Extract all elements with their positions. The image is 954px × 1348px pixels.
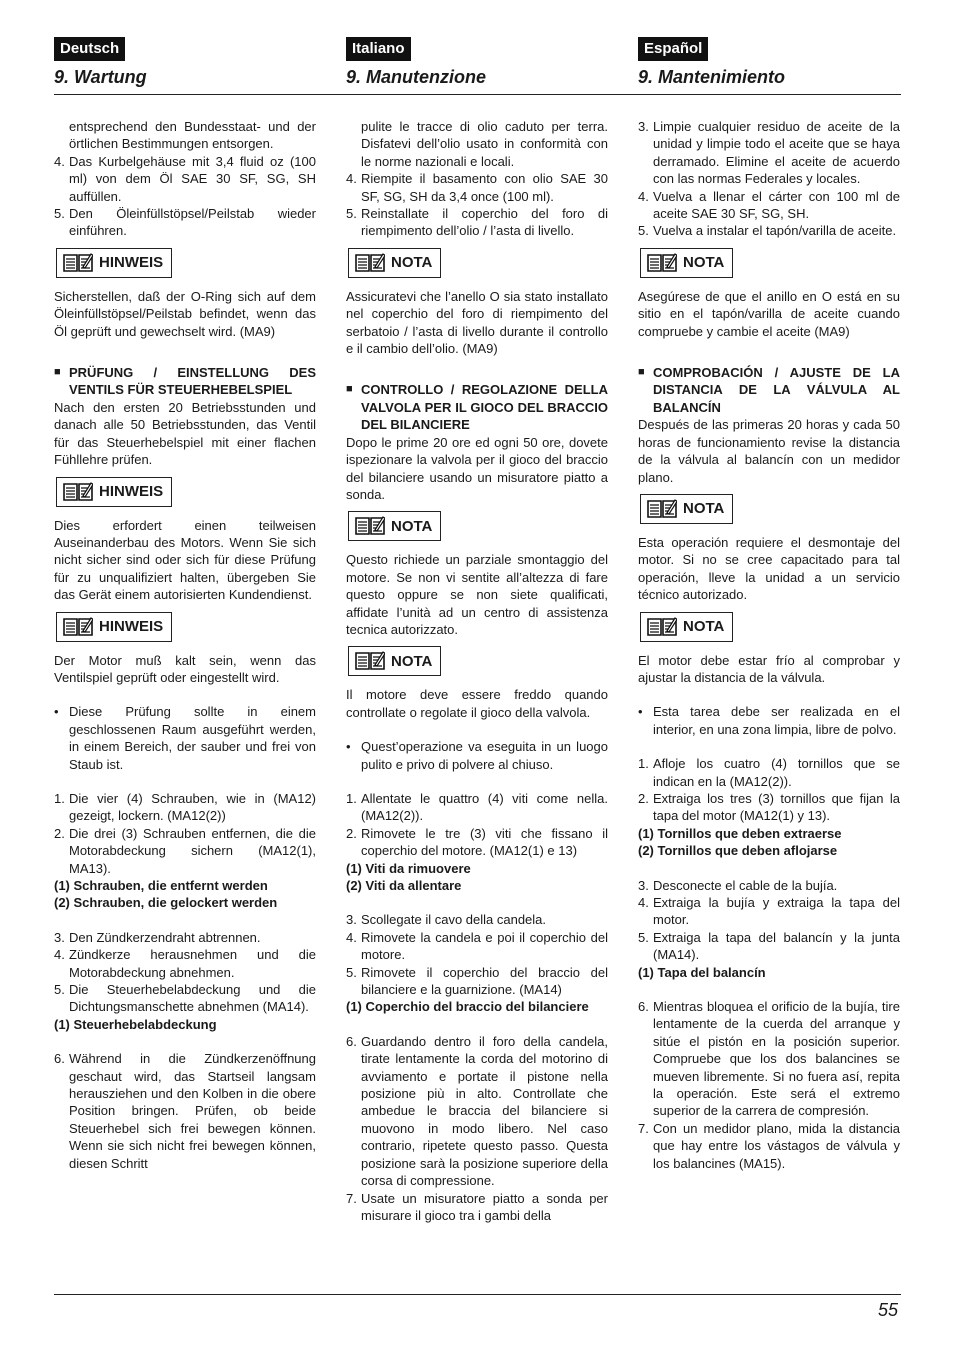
spacer xyxy=(346,1016,608,1033)
step-number: 4. xyxy=(638,895,649,910)
note-label-box xyxy=(56,248,172,278)
numbered-step xyxy=(54,825,316,877)
column-body xyxy=(638,118,900,1172)
numbered-step xyxy=(638,222,900,239)
step-number: 1. xyxy=(346,790,357,806)
step-text: Die Steuerhebelabdeckung und die Dichtungsmanschette abnehmen (MA14). xyxy=(69,982,316,1015)
figure-legend: (2) Viti da allentare xyxy=(346,878,462,893)
step-text: Riempite il basamento con olio SAE 30 SF, SG, SH da 3,4 once (100 ml). xyxy=(361,171,608,204)
numbered-step xyxy=(54,981,316,1016)
numbered-step xyxy=(346,170,608,205)
step-number: 4. xyxy=(54,153,65,169)
numbered-step xyxy=(54,153,316,205)
step-text: Rimovete le tre (3) viti che fissano il coperchio del motore. (MA12(1) e 13) xyxy=(361,825,608,859)
step-text: Esta tarea debe ser realizada en el interior, en una zona limpia, libre de polvo. xyxy=(653,704,900,737)
step-text: Con un medidor plano, mida la distancia que hay entre los vástagos de válvula y los balancines (MA15). xyxy=(653,1120,900,1171)
note-wrapper xyxy=(346,240,608,288)
numbered-step xyxy=(638,998,900,1120)
numbered-step xyxy=(638,929,900,964)
language-tab: Deutsch xyxy=(54,37,125,61)
step-text: Während in die Zündkerzenöffnung geschaut wird, das Startseil langsam herausziehen und den Kolben in die obere Position bringen. Prüfen, ob beide Steuerhebel sich frei bewegen können. Wenn sie sich nicht frei bewegen können, diesen Schritt xyxy=(69,1051,316,1171)
note-wrapper xyxy=(638,486,900,534)
subsection-heading-text: CONTROLLO / REGOLAZIONE DELLA VALVOLA PER IL GIOCO DEL BRACCIO DEL BILANCIERE xyxy=(361,382,608,433)
paragraph: Esta operación requiere el desmontaje del motor. Si no se cree capacitado para tal operación, lleve la unidad a un servicio técnico autorizado. xyxy=(638,534,900,603)
spacer xyxy=(54,686,316,703)
note-label: HINWEIS xyxy=(99,482,164,500)
note-wrapper xyxy=(346,503,608,551)
step-number: 5. xyxy=(54,982,65,998)
numbered-step xyxy=(54,929,316,946)
step-number: 1. xyxy=(638,756,649,772)
note-label: NOTA xyxy=(683,254,725,272)
note-wrapper xyxy=(638,604,900,652)
figure-legend: (2) Schrauben, die gelockert werden xyxy=(54,895,278,911)
step-text: Vuelva a llenar el cárter con 100 ml de aceite SAE 30 SF, SG, SH. xyxy=(653,188,900,222)
numbered-step xyxy=(638,1120,900,1172)
numbered-step xyxy=(346,911,608,928)
book-note-icon xyxy=(647,617,683,637)
step-text: Desconecte el cable de la bujía. xyxy=(653,877,838,893)
paragraph: Dies erfordert einen teilweisen Auseinanderbau des Motors. Wenn Sie sich nicht sicher sind oder sich für diese Prüfung für zu unqualifiziert halten, übergeben Sie das Gerät einem autorisierten Kundendienst. xyxy=(54,517,316,603)
step-text: Extraiga la bujía y extraiga la tapa del motor. xyxy=(653,895,900,928)
step-number: 4. xyxy=(346,171,357,187)
figure-legend: (1) Tornillos que deben extraerse xyxy=(638,825,842,841)
spacer xyxy=(638,860,900,877)
spacer xyxy=(54,340,316,364)
square-bullet-icon: ■ xyxy=(346,383,353,396)
figure-legend: (1) Coperchio del braccio del bilanciere xyxy=(346,999,589,1015)
step-text: Scollegate il cavo della candela. xyxy=(361,912,547,928)
header-rule xyxy=(54,94,901,95)
bullet-item xyxy=(638,703,900,738)
subsection-heading xyxy=(638,364,900,416)
spacer xyxy=(638,738,900,755)
note-label: NOTA xyxy=(391,517,433,535)
step-text: Usate un misuratore piatto a sonda per misurare il gioco tra i gambi della xyxy=(361,1190,608,1223)
continued-text: pulite le tracce di olio caduto per terra. Disfatevi dell’olio usato in conformità con le norme nazionali e locali. xyxy=(361,119,608,169)
step-number: 2. xyxy=(54,825,65,841)
footer-rule xyxy=(54,1294,901,1295)
step-number: 5. xyxy=(54,206,65,222)
book-note-icon xyxy=(63,253,99,273)
figure-legend: (1) Steuerhebelabdeckung xyxy=(54,1016,217,1032)
section-heading: 9. Manutenzione xyxy=(346,67,487,87)
note-label-box xyxy=(640,248,733,278)
step-number: 6. xyxy=(638,999,649,1015)
subsection-heading-text: PRÜFUNG / EINSTELLUNG DES VENTILS FÜR STEUERHEBELSPIEL xyxy=(69,365,316,398)
step-text: Vuelva a instalar el tapón/varilla de aceite. xyxy=(653,223,897,239)
section-heading: 9. Mantenimiento xyxy=(638,67,786,87)
note-wrapper xyxy=(54,604,316,652)
step-text: Rimovete la candela e poi il coperchio del motore. xyxy=(361,929,608,963)
numbered-step xyxy=(346,964,608,999)
paragraph: Der Motor muß kalt sein, wenn das Ventilspiel geprüft oder eingestellt wird. xyxy=(54,652,316,685)
spacer xyxy=(346,357,608,381)
book-note-icon xyxy=(63,617,99,637)
step-number: 1. xyxy=(54,790,65,806)
note-label-box xyxy=(56,612,172,642)
step-text: Die vier (4) Schrauben, wie in (MA12) gezeigt, lockern. (MA12(2)) xyxy=(69,790,316,824)
note-label: NOTA xyxy=(391,652,433,670)
note-label-box xyxy=(56,477,172,507)
step-number: 4. xyxy=(346,929,357,945)
note-label: NOTA xyxy=(683,617,725,635)
step-text: Den Öleinfüllstöpsel/Peilstab wieder einführen. xyxy=(69,206,316,239)
step-number: 4. xyxy=(638,188,649,204)
column-body xyxy=(54,118,316,1172)
step-text: Mientras bloquea el orificio de la bujía, tire lentamente de la cuerda del arranque y sitúe el pistón en la posición superior. Compruebe que los dos balancines se mueven libremente. Si no fuera así, repita la operación. Este será el extremo superior de la carrera de compresión. xyxy=(653,999,900,1119)
language-tab: Italiano xyxy=(346,37,411,61)
numbered-step xyxy=(638,188,900,223)
numbered-step xyxy=(346,1190,608,1225)
step-text: Guardando dentro il foro della candela, tirate lentamente la corda del motorino di avviamento e portate il pistone nella posizione più in alto. Controllate che ambedue le braccia del bilanciere si muovono in modo libero. Nel caso contrario, ripetete questo passo. Questa posizione sarà la posizione superiore della corsa di compressione. xyxy=(361,1033,608,1189)
step-number: 5. xyxy=(638,223,649,239)
paragraph: Asegúrese de que el anillo en O está en su sitio en el tapón/varilla de aceite cuando compruebe y cambie el aceite (MA9) xyxy=(638,288,900,339)
paragraph: El motor debe estar frío al comprobar y ajustar la distancia de la válvula. xyxy=(638,652,900,685)
book-note-icon xyxy=(647,253,683,273)
figure-legend: (1) Tapa del balancín xyxy=(638,964,766,980)
step-number: 6. xyxy=(54,1051,65,1067)
numbered-step xyxy=(54,1050,316,1172)
bullet-icon: • xyxy=(638,704,643,720)
numbered-step xyxy=(638,790,900,825)
book-note-icon xyxy=(355,651,391,671)
bullet-icon: • xyxy=(346,739,351,755)
numbered-step xyxy=(346,790,608,825)
numbered-step xyxy=(346,205,608,240)
step-text: Limpie cualquier residuo de aceite de la unidad y limpie todo el aceite que se haya derramado. Elimine el aceite de acuerdo con las normas Federales y locales. xyxy=(653,119,900,187)
square-bullet-icon: ■ xyxy=(54,366,61,379)
step-number: 7. xyxy=(638,1120,649,1136)
step-number: 5. xyxy=(346,206,357,222)
numbered-step xyxy=(638,894,900,929)
step-text: Rimovete il coperchio del braccio del bilanciere e la guarnizione. (MA14) xyxy=(361,964,608,998)
spacer xyxy=(638,686,900,703)
paragraph: Nach den ersten 20 Betriebsstunden und danach alle 50 Betriebsstunden, das Ventil für das Steuerhebelspiel mit einer flachen Fühllehre prüfen. xyxy=(54,399,316,468)
paragraph: Il motore deve essere freddo quando controllate o regolate il gioco della valvola. xyxy=(346,687,608,720)
step-text: Extraiga los tres (3) tornillos que fijan la tapa del motor (MA12(1) y 13). xyxy=(653,790,900,824)
bullet-icon: • xyxy=(54,704,59,720)
spacer xyxy=(346,773,608,790)
paragraph: Questo richiede un parziale smontaggio del motore. Se non vi sentite all’altezza di fare questo oppure se non siete qualificati, affidate l’unità ad un centro di assistenza tecnica autorizzato. xyxy=(346,552,608,637)
step-text: Zündkerze herausnehmen und die Motorabdeckung abnehmen. xyxy=(69,947,316,980)
paragraph: Sicherstellen, daß der O-Ring sich auf dem Öleinfüllstöpsel/Peilstab befindet, wenn das Öl geprüft und gewechselt wird. (MA9) xyxy=(54,288,316,339)
subsection-heading xyxy=(346,381,608,433)
note-label-box xyxy=(348,511,441,541)
note-wrapper xyxy=(638,240,900,288)
book-note-icon xyxy=(647,499,683,519)
spacer xyxy=(54,773,316,790)
step-text: Die drei (3) Schrauben entfernen, die die Motorabdeckung sichern (MA12(1), MA13). xyxy=(69,825,316,876)
step-text: Reinstallate il coperchio del foro di riempimento dell’olio / l’asta di livello. xyxy=(361,206,608,239)
book-note-icon xyxy=(355,516,391,536)
step-text: Diese Prüfung sollte in einem geschlossenen Raum ausgeführt werden, in einem Bereich, der sauber und frei von Staub ist. xyxy=(69,704,316,772)
language-tab: Español xyxy=(638,37,708,61)
numbered-step xyxy=(54,205,316,240)
step-number: 5. xyxy=(638,929,649,945)
note-wrapper xyxy=(346,638,608,686)
numbered-step xyxy=(346,825,608,860)
step-number: 4. xyxy=(54,947,65,963)
step-text: Allentate le quattro (4) viti come nella. (MA12(2)). xyxy=(361,790,608,824)
note-label: NOTA xyxy=(391,254,433,272)
book-note-icon xyxy=(63,482,99,502)
square-bullet-icon: ■ xyxy=(638,366,645,379)
note-wrapper xyxy=(54,240,316,288)
section-heading: 9. Wartung xyxy=(54,67,147,87)
note-label: HINWEIS xyxy=(99,617,164,635)
spacer xyxy=(638,981,900,998)
page-number: 55 xyxy=(877,1300,898,1320)
step-number: 6. xyxy=(346,1033,357,1049)
step-number: 3. xyxy=(638,877,649,893)
book-note-icon xyxy=(355,253,391,273)
step-number: 3. xyxy=(638,119,649,134)
numbered-step xyxy=(638,755,900,790)
step-number: 2. xyxy=(638,790,649,806)
note-label-box xyxy=(348,248,441,278)
column-body xyxy=(346,118,608,1224)
spacer xyxy=(54,1033,316,1050)
step-text: Das Kurbelgehäuse mit 3,4 fluid oz (100 ml) von dem Öl SAE 30 SF, SG, SH auffüllen. xyxy=(69,153,316,204)
paragraph: Después de las primeras 20 horas y cada 50 horas de funcionamiento revise la distancia de la válvula al balancín con un medidor plano. xyxy=(638,417,900,485)
paragraph: Assicuratevi che l’anello O sia stato installato nel coperchio del foro di riempimento del serbatoio / l’asta di livello durante il controllo e il cambio dell’olio. (MA9) xyxy=(346,288,608,357)
spacer xyxy=(54,912,316,929)
numbered-step xyxy=(638,118,900,188)
numbered-step xyxy=(346,929,608,964)
step-number: 7. xyxy=(346,1190,357,1206)
step-text: Den Zündkerzendraht abtrennen. xyxy=(69,929,261,945)
note-label-box xyxy=(640,494,733,524)
numbered-step xyxy=(638,877,900,894)
step-text: Afloje los cuatro (4) tornillos que se indican en la (MA12(2)). xyxy=(653,756,900,789)
step-text: Extraiga la tapa del balancín y la junta (MA14). xyxy=(653,929,900,963)
figure-legend: (2) Tornillos que deben aflojarse xyxy=(638,843,838,859)
numbered-step xyxy=(346,1033,608,1190)
numbered-step xyxy=(54,946,316,981)
step-number: 2. xyxy=(346,825,357,841)
note-label-box xyxy=(640,612,733,642)
step-number: 3. xyxy=(346,912,357,928)
bullet-item xyxy=(54,703,316,773)
note-wrapper xyxy=(54,469,316,517)
continued-text: entsprechend den Bundesstaat- und der örtlichen Bestimmungen entsorgen. xyxy=(69,119,316,152)
spacer xyxy=(346,721,608,738)
bullet-item xyxy=(346,738,608,773)
subsection-heading-text: COMPROBACIÓN / AJUSTE DE LA DISTANCIA DE LA VÁLVULA AL BALANCÍN xyxy=(653,365,900,415)
note-label-box xyxy=(348,646,441,676)
step-number: 3. xyxy=(54,929,65,945)
note-label: NOTA xyxy=(683,500,725,518)
figure-legend: (1) Schrauben, die entfernt werden xyxy=(54,878,268,893)
numbered-step xyxy=(54,790,316,825)
note-label: HINWEIS xyxy=(99,254,164,272)
subsection-heading xyxy=(54,364,316,399)
spacer xyxy=(638,340,900,364)
step-text: Quest’operazione va eseguita in un luogo pulito e privo di polvere al chiuso. xyxy=(361,739,608,772)
paragraph: Dopo le prime 20 ore ed ogni 50 ore, dovete ispezionare la valvola per il gioco del braccio del bilanciere usando un misuratore piatto a sonda. xyxy=(346,434,608,502)
figure-legend: (1) Viti da rimuovere xyxy=(346,860,471,876)
step-number: 5. xyxy=(346,964,357,980)
spacer xyxy=(346,894,608,911)
